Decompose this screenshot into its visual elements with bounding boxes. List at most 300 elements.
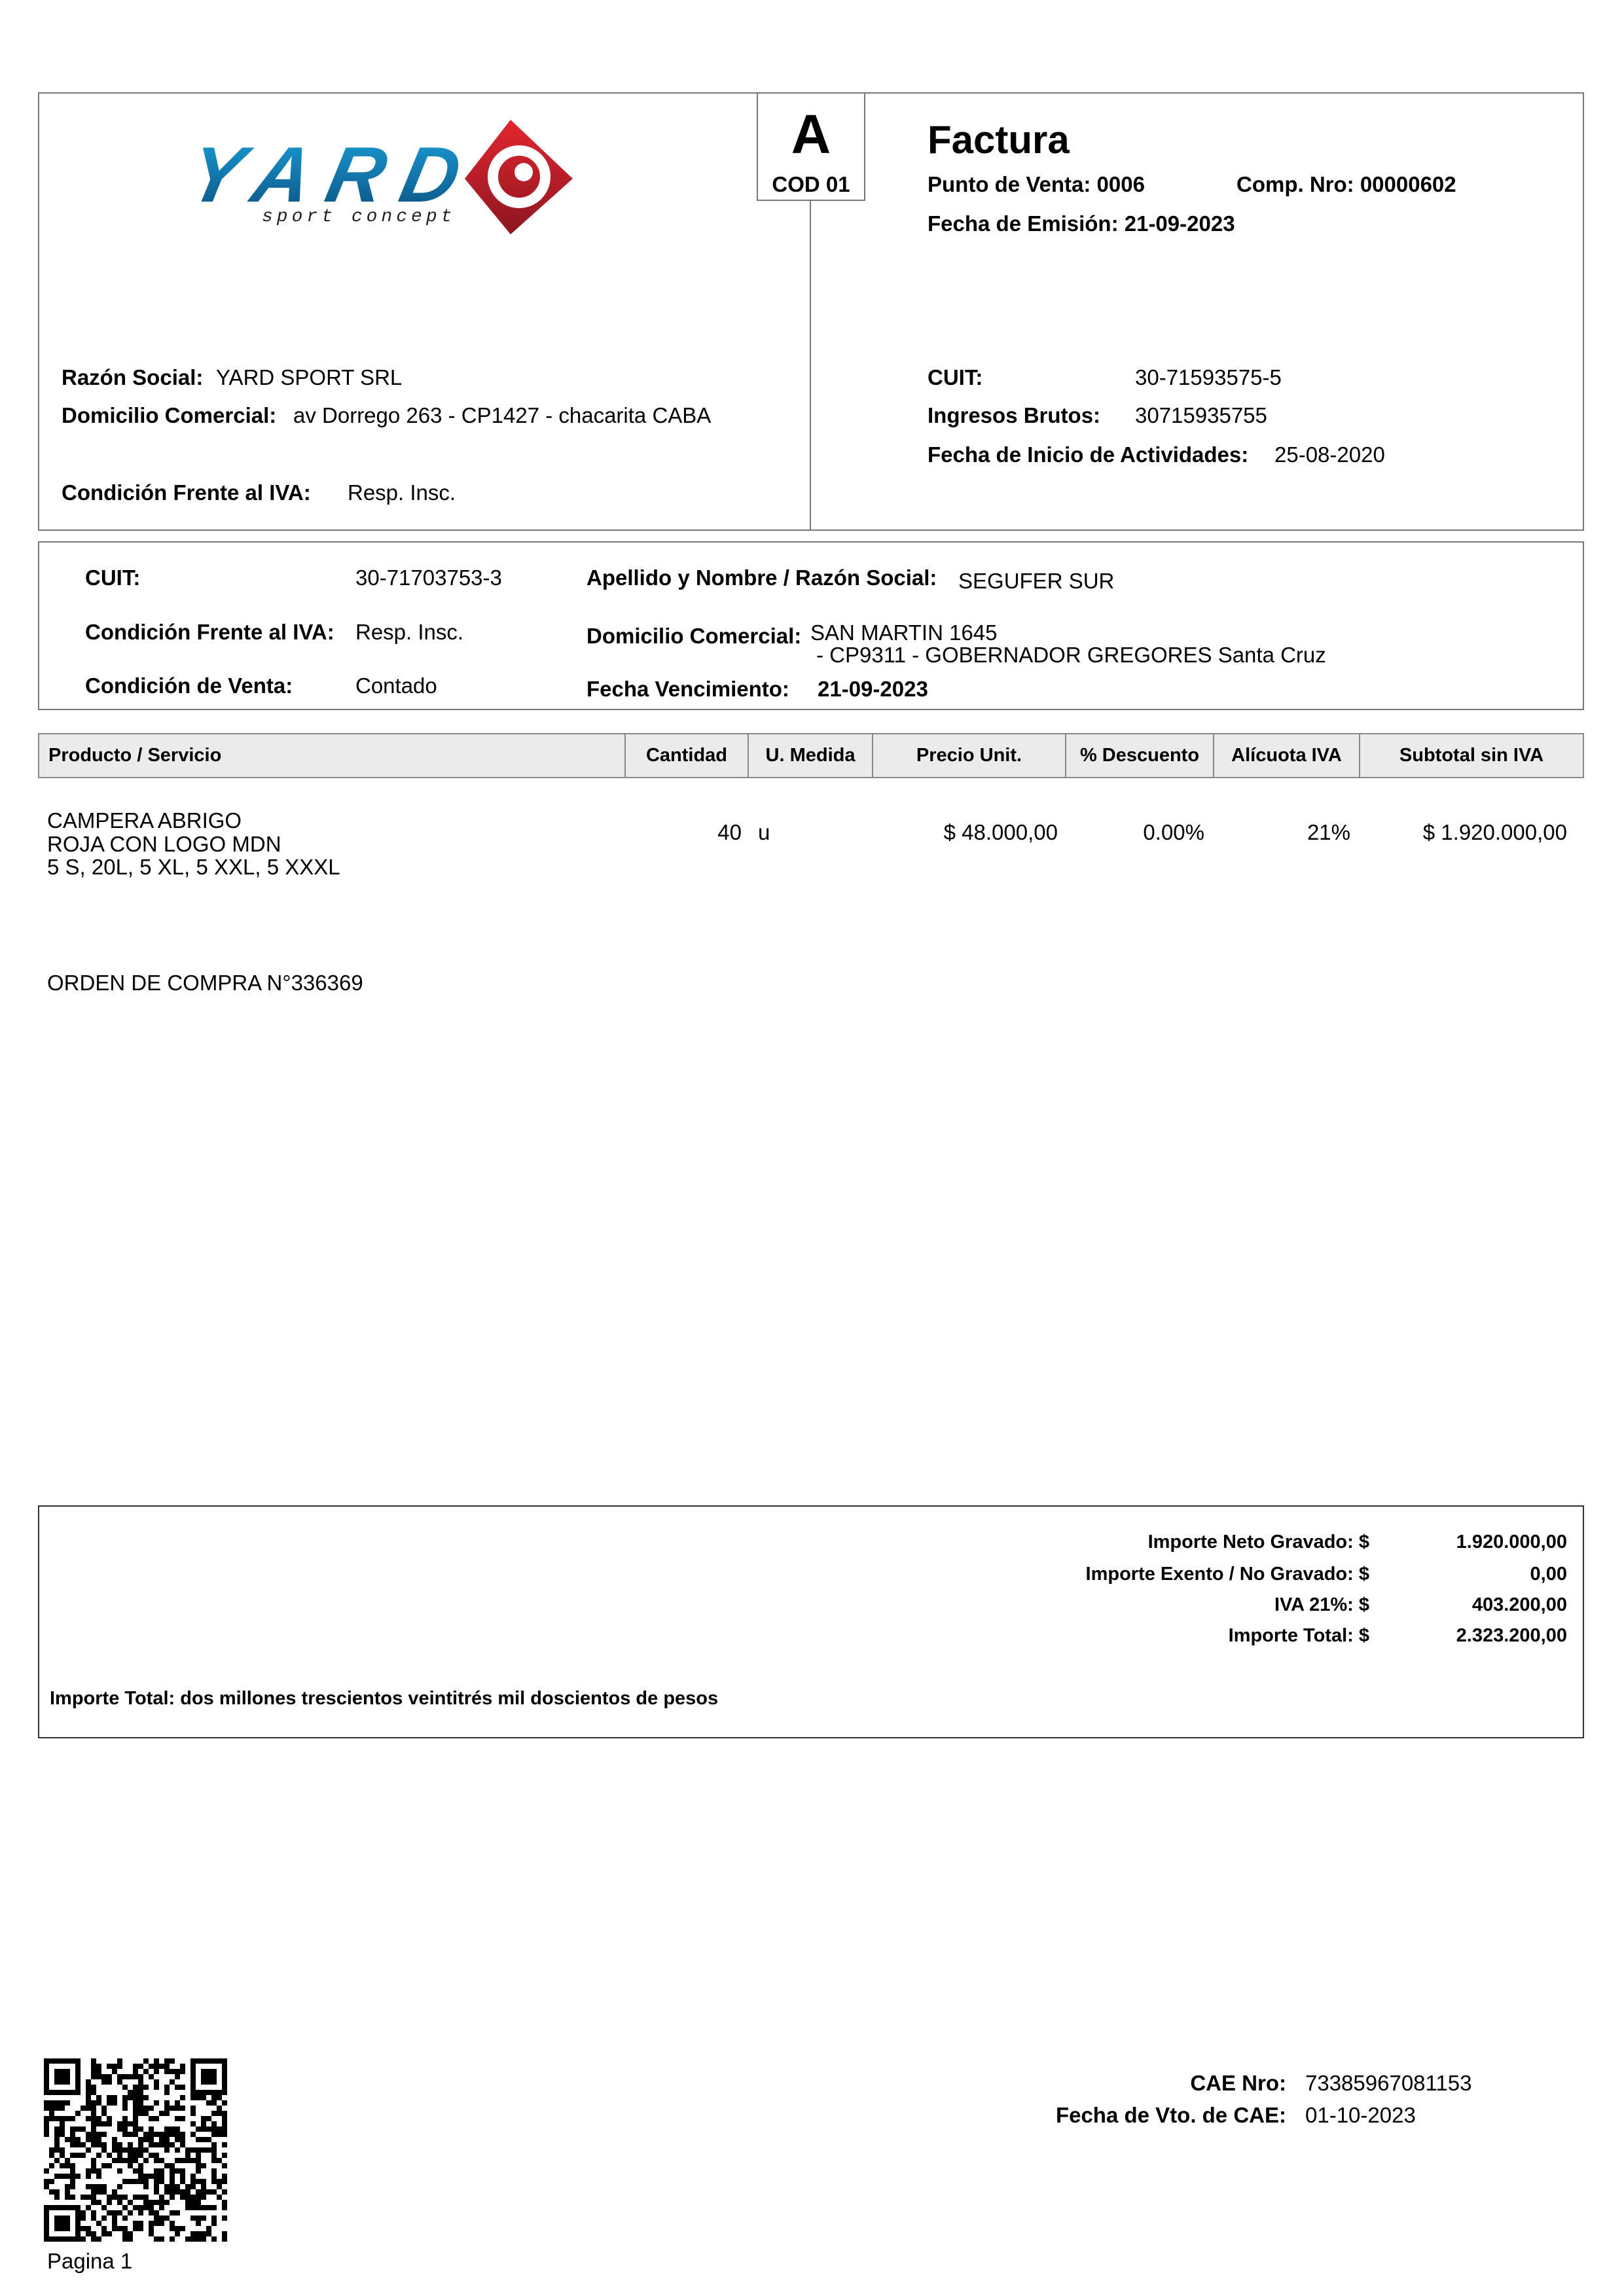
qr-module (170, 2226, 175, 2231)
qr-module (222, 2074, 227, 2079)
qr-module (117, 2074, 122, 2079)
product-line: ROJA CON LOGO MDN (47, 832, 281, 856)
qr-module (222, 2205, 227, 2210)
qr-module (49, 2090, 54, 2095)
qr-module (75, 2111, 81, 2116)
qr-module (60, 2147, 65, 2153)
qr-module (91, 2100, 96, 2106)
qr-module (112, 2137, 117, 2142)
punto-de-venta: Punto de Venta: 0006 (928, 172, 1145, 196)
qr-module (170, 2163, 175, 2168)
qr-module (190, 2179, 196, 2184)
qr-module (159, 2221, 164, 2226)
qr-module (138, 2195, 143, 2200)
qr-module (211, 2079, 217, 2085)
qr-module (96, 2153, 101, 2158)
client-domicilio-2: - CP9311 - GOBERNADOR GREGORES Santa Cruz (816, 643, 1326, 667)
qr-module (107, 2074, 112, 2079)
qr-module (117, 2121, 122, 2126)
qr-module (222, 2163, 227, 2168)
qr-module (185, 2189, 190, 2195)
qr-module (133, 2153, 138, 2158)
qr-module (154, 2221, 159, 2226)
qr-module (201, 2189, 206, 2195)
qr-module (164, 2126, 170, 2132)
qr-module (138, 2179, 143, 2184)
col-header-descuento (1065, 733, 1214, 778)
qr-module (75, 2079, 81, 2085)
qr-module (206, 2231, 211, 2236)
total-label-exento: Importe Exento / No Gravado: $ (1085, 1564, 1369, 1585)
qr-module (164, 2100, 170, 2106)
qr-module (180, 2095, 185, 2100)
qr-module (70, 2058, 75, 2064)
qr-module (133, 2179, 138, 2184)
qr-module (201, 2215, 206, 2221)
qr-module (117, 2142, 122, 2147)
qr-module (149, 2221, 154, 2226)
qr-module (133, 2064, 138, 2069)
qr-module (96, 2121, 101, 2126)
qr-module (201, 2121, 206, 2126)
qr-module (96, 2142, 101, 2147)
qr-module (159, 2200, 164, 2205)
qr-module (164, 2106, 170, 2111)
qr-module (75, 2142, 81, 2147)
qr-module (107, 2100, 112, 2106)
qr-module (185, 2153, 190, 2158)
qr-module (164, 2200, 170, 2205)
qr-module (149, 2153, 154, 2158)
qr-module (154, 2179, 159, 2184)
issuer-razon-label: Razón Social: (62, 365, 204, 389)
qr-module (65, 2074, 70, 2079)
col-header-label: % Descuento (1079, 745, 1200, 766)
qr-module (65, 2226, 70, 2231)
client-domicilio-1: SAN MARTIN 1645 (810, 620, 998, 645)
qr-module (81, 2226, 86, 2231)
qr-module (159, 2174, 164, 2179)
qr-module (222, 2142, 227, 2147)
qr-module (86, 2095, 91, 2100)
qr-module (44, 2074, 49, 2079)
qr-module (86, 2079, 91, 2085)
qr-module (70, 2132, 75, 2137)
client-vencimiento-label: Fecha Vencimiento: (586, 677, 789, 701)
qr-module (75, 2231, 81, 2236)
qr-module (190, 2106, 196, 2111)
qr-module (222, 2126, 227, 2132)
qr-module (65, 2090, 70, 2095)
qr-module (154, 2215, 159, 2221)
qr-module (49, 2205, 54, 2210)
qr-module (154, 2210, 159, 2215)
qr-module (133, 2116, 138, 2121)
col-header-precio (872, 733, 1066, 778)
qr-module (201, 2116, 206, 2121)
qr-module (112, 2069, 117, 2074)
qr-module (222, 2189, 227, 2195)
qr-module (81, 2153, 86, 2158)
qr-module (128, 2090, 133, 2095)
qr-module (96, 2168, 101, 2174)
qr-module (190, 2205, 196, 2210)
svg-text:YARD: YARD (181, 130, 469, 219)
qr-module (101, 2215, 107, 2221)
qr-module (75, 2226, 81, 2231)
qr-module (180, 2142, 185, 2147)
qr-module (96, 2189, 101, 2195)
qr-module (180, 2158, 185, 2163)
qr-module (196, 2090, 201, 2095)
qr-module (117, 2147, 122, 2153)
qr-module (143, 2184, 149, 2189)
qr-module (70, 2090, 75, 2095)
col-header-label: U. Medida (765, 745, 856, 766)
qr-module (190, 2090, 196, 2095)
qr-module (138, 2106, 143, 2111)
qr-module (75, 2153, 81, 2158)
col-header-unidad (748, 733, 873, 778)
qr-module (91, 2137, 96, 2142)
qr-module (164, 2058, 170, 2064)
qr-module (217, 2090, 222, 2095)
qr-module (159, 2205, 164, 2210)
client-cuit-label: CUIT: (85, 565, 141, 590)
qr-module (91, 2116, 96, 2121)
qr-module (154, 2085, 159, 2090)
qr-module (86, 2168, 91, 2174)
qr-module (185, 2158, 190, 2163)
qr-module (128, 2179, 133, 2184)
qr-module (180, 2106, 185, 2111)
qr-module (190, 2215, 196, 2221)
qr-module (190, 2064, 196, 2069)
qr-module (101, 2205, 107, 2210)
total-in-words: Importe Total: dos millones trescientos veintitrés mil doscientos de pesos (50, 1688, 719, 1709)
qr-module (49, 2189, 54, 2195)
qr-module (138, 2079, 143, 2085)
qr-module (44, 2100, 49, 2106)
qr-module (164, 2137, 170, 2142)
company-logo (181, 117, 576, 238)
client-venta: Contado (355, 673, 437, 698)
qr-module (175, 2226, 180, 2231)
qr-module (170, 2132, 175, 2137)
qr-module (196, 2095, 201, 2100)
qr-module (211, 2179, 217, 2184)
qr-module (185, 2236, 190, 2242)
col-header-label: Producto / Servicio (48, 745, 222, 766)
qr-module (217, 2184, 222, 2189)
qr-module (60, 2058, 65, 2064)
qr-module (222, 2085, 227, 2090)
qr-module (91, 2106, 96, 2111)
qr-module (222, 2200, 227, 2205)
qr-module (70, 2137, 75, 2142)
qr-module (133, 2147, 138, 2153)
qr-module (206, 2205, 211, 2210)
qr-module (91, 2168, 96, 2174)
qr-module (190, 2184, 196, 2189)
qr-module (65, 2163, 70, 2168)
qr-module (117, 2158, 122, 2163)
qr-module (211, 2158, 217, 2163)
qr-module (54, 2147, 60, 2153)
cell-descuento: 0.00% (1143, 820, 1204, 844)
qr-module (122, 2226, 128, 2231)
qr-module (128, 2153, 133, 2158)
qr-module (211, 2147, 217, 2153)
qr-module (211, 2221, 217, 2226)
qr-module (180, 2085, 185, 2090)
col-header-label: Precio Unit. (916, 745, 1022, 766)
qr-module (133, 2168, 138, 2174)
qr-module (91, 2121, 96, 2126)
qr-module (122, 2132, 128, 2137)
qr-module (164, 2184, 170, 2189)
qr-module (81, 2195, 86, 2200)
qr-module (180, 2168, 185, 2174)
qr-module (185, 2184, 190, 2189)
qr-module (128, 2231, 133, 2236)
qr-module (44, 2205, 49, 2210)
qr-module (60, 2106, 65, 2111)
qr-module (211, 2132, 217, 2137)
qr-module (96, 2100, 101, 2106)
qr-module (86, 2184, 91, 2189)
qr-module (185, 2147, 190, 2153)
qr-module (164, 2090, 170, 2095)
qr-module (190, 2121, 196, 2126)
qr-module (101, 2163, 107, 2168)
qr-module (185, 2195, 190, 2200)
qr-module (101, 2074, 107, 2079)
qr-module (60, 2215, 65, 2221)
qr-module (164, 2069, 170, 2074)
qr-module (149, 2226, 154, 2231)
qr-module (175, 2069, 180, 2074)
qr-module (49, 2163, 54, 2168)
qr-module (206, 2079, 211, 2085)
qr-module (138, 2153, 143, 2158)
qr-module (159, 2132, 164, 2137)
qr-module (60, 2226, 65, 2231)
qr-module (60, 2116, 65, 2121)
qr-module (138, 2126, 143, 2132)
qr-module (44, 2184, 49, 2189)
qr-module (122, 2231, 128, 2236)
qr-module (143, 2111, 149, 2116)
fecha-emision: Fecha de Emisión: 21-09-2023 (928, 211, 1235, 236)
qr-module (211, 2074, 217, 2079)
qr-module (70, 2236, 75, 2242)
qr-module (170, 2195, 175, 2200)
client-vencimiento: 21-09-2023 (818, 677, 928, 701)
qr-module (201, 2231, 206, 2236)
qr-module (143, 2058, 149, 2064)
qr-module (60, 2126, 65, 2132)
qr-module (75, 2137, 81, 2142)
qr-module (122, 2158, 128, 2163)
qr-module (196, 2221, 201, 2226)
qr-module (143, 2132, 149, 2137)
qr-module (149, 2074, 154, 2079)
qr-module (201, 2163, 206, 2168)
qr-module (44, 2090, 49, 2095)
qr-module (190, 2231, 196, 2236)
qr-module (133, 2132, 138, 2137)
qr-module (206, 2147, 211, 2153)
qr-module (138, 2074, 143, 2079)
qr-module (217, 2106, 222, 2111)
qr-module (117, 2126, 122, 2132)
qr-module (201, 2074, 206, 2079)
qr-module (54, 2126, 60, 2132)
qr-module (175, 2189, 180, 2195)
qr-module (196, 2215, 201, 2221)
qr-module (75, 2085, 81, 2090)
qr-module (70, 2116, 75, 2121)
client-domicilio-label: Domicilio Comercial: (586, 624, 802, 648)
cell-unidad: u (758, 820, 770, 844)
qr-module (143, 2085, 149, 2090)
qr-module (138, 2168, 143, 2174)
qr-module (107, 2116, 112, 2121)
qr-module (211, 2189, 217, 2195)
qr-module (180, 2179, 185, 2184)
qr-module (190, 2074, 196, 2079)
qr-module (75, 2069, 81, 2074)
qr-module (86, 2132, 91, 2137)
qr-module (170, 2210, 175, 2215)
qr-module (211, 2236, 217, 2242)
qr-module (44, 2106, 49, 2111)
issuer-inicio: 25-08-2020 (1274, 442, 1385, 467)
qr-module (91, 2074, 96, 2079)
qr-module (112, 2210, 117, 2215)
qr-module (128, 2095, 133, 2100)
qr-module (201, 2179, 206, 2184)
qr-module (154, 2200, 159, 2205)
qr-module (180, 2226, 185, 2231)
qr-module (117, 2058, 122, 2064)
qr-module (190, 2147, 196, 2153)
qr-module (122, 2074, 128, 2079)
qr-module (65, 2058, 70, 2064)
qr-module (170, 2058, 175, 2064)
qr-module (180, 2069, 185, 2074)
total-label-total: Importe Total: $ (1228, 1625, 1369, 1646)
qr-module (117, 2195, 122, 2200)
cell-precio: $ 48.000,00 (943, 820, 1058, 844)
qr-module (133, 2195, 138, 2200)
qr-module (175, 2106, 180, 2111)
qr-module (86, 2147, 91, 2153)
qr-module (159, 2215, 164, 2221)
qr-module (44, 2058, 49, 2064)
qr-module (133, 2069, 138, 2074)
qr-module (112, 2215, 117, 2221)
issuer-iva-label: Condición Frente al IVA: (62, 480, 311, 505)
qr-module (75, 2221, 81, 2226)
qr-module (190, 2195, 196, 2200)
qr-module (96, 2174, 101, 2179)
qr-module (91, 2163, 96, 2168)
col-header-label: Subtotal sin IVA (1399, 745, 1544, 766)
qr-module (149, 2142, 154, 2147)
qr-module (54, 2058, 60, 2064)
qr-module (86, 2116, 91, 2121)
qr-module (133, 2205, 138, 2210)
qr-module (112, 2100, 117, 2106)
qr-module (107, 2231, 112, 2236)
qr-module (154, 2079, 159, 2085)
qr-module (138, 2174, 143, 2179)
qr-module (196, 2163, 201, 2168)
qr-module (143, 2174, 149, 2179)
qr-module (190, 2200, 196, 2205)
qr-module (133, 2106, 138, 2111)
qr-module (149, 2174, 154, 2179)
qr-module (112, 2147, 117, 2153)
qr-module (86, 2174, 91, 2179)
qr-module (138, 2137, 143, 2142)
qr-module (60, 2221, 65, 2226)
qr-module (112, 2226, 117, 2231)
qr-module (75, 2064, 81, 2069)
qr-module (81, 2210, 86, 2215)
qr-module (54, 2221, 60, 2226)
qr-module (49, 2147, 54, 2153)
qr-module (101, 2231, 107, 2236)
qr-module (175, 2168, 180, 2174)
qr-module (122, 2215, 128, 2221)
qr-module (175, 2210, 180, 2215)
qr-module (133, 2121, 138, 2126)
qr-module (149, 2116, 154, 2121)
qr-module (196, 2231, 201, 2236)
qr-module (143, 2069, 149, 2074)
qr-module (170, 2174, 175, 2179)
col-header-cantidad (624, 733, 749, 778)
product-line: 5 S, 20L, 5 XL, 5 XXL, 5 XXXL (47, 855, 340, 879)
qr-module (211, 2153, 217, 2158)
qr-module (170, 2069, 175, 2074)
qr-module (159, 2179, 164, 2184)
qr-module (65, 2205, 70, 2210)
qr-module (180, 2195, 185, 2200)
total-label-iva: IVA 21%: $ (1274, 1594, 1369, 1615)
qr-module (222, 2090, 227, 2095)
qr-module (190, 2132, 196, 2137)
qr-module (185, 2200, 190, 2205)
qr-module (54, 2174, 60, 2179)
qr-module (96, 2184, 101, 2189)
qr-module (101, 2079, 107, 2085)
qr-module (138, 2210, 143, 2215)
qr-module (159, 2064, 164, 2069)
qr-module (60, 2163, 65, 2168)
qr-module (196, 2205, 201, 2210)
qr-module (54, 2079, 60, 2085)
qr-module (112, 2221, 117, 2226)
qr-module (175, 2231, 180, 2236)
qr-module (211, 2126, 217, 2132)
qr-module (60, 2153, 65, 2158)
qr-module (138, 2142, 143, 2147)
qr-module (96, 2236, 101, 2242)
